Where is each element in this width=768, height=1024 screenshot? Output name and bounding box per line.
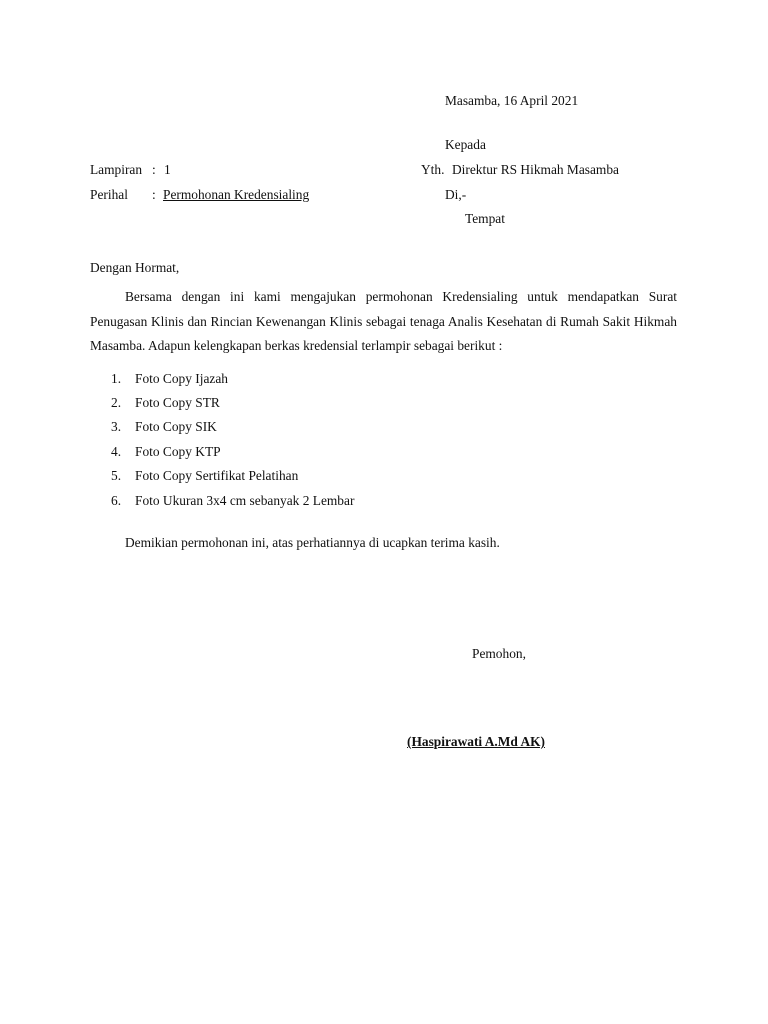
list-item-number: 3.: [111, 419, 122, 434]
lampiran-separator: :: [152, 162, 156, 177]
perihal-value: Permohonan Kredensialing: [163, 187, 310, 202]
list-item-text: Foto Copy KTP: [135, 444, 221, 459]
list-item-number: 2.: [111, 395, 122, 410]
salutation: Dengan Hormat,: [90, 260, 180, 275]
recipient-tempat: Tempat: [465, 211, 505, 226]
perihal-label: Perihal: [90, 187, 128, 202]
list-item-number: 5.: [111, 468, 122, 483]
list-item-text: Foto Copy Sertifikat Pelatihan: [135, 468, 299, 483]
list-item-number: 6.: [111, 493, 122, 508]
recipient-di: Di,-: [445, 187, 467, 202]
recipient-yth-label: Yth.: [421, 162, 445, 177]
list-item-text: Foto Copy SIK: [135, 419, 217, 434]
body-paragraph: [90, 285, 677, 359]
recipient-kepada: Kepada: [445, 137, 486, 152]
lampiran-label: Lampiran: [90, 162, 143, 177]
lampiran-value: 1: [164, 162, 171, 177]
signer-name: (Haspirawati A.Md AK): [407, 734, 545, 749]
list-item-text: Foto Ukuran 3x4 cm sebanyak 2 Lembar: [135, 493, 355, 508]
perihal-separator: :: [152, 187, 156, 202]
list-item-number: 4.: [111, 444, 122, 459]
letter-date: Masamba, 16 April 2021: [445, 93, 579, 108]
recipient-name: Direktur RS Hikmah Masamba: [452, 162, 619, 177]
sign-label: Pemohon,: [472, 646, 526, 661]
body-paragraph-text: Bersama dengan ini kami mengajukan permohonan Kredensialing untuk mendapatkan Surat Penugasan Klinis dan Rincian Kewenangan Klinis sebagai tenaga Analis Kesehatan di Rumah Sakit Hikmah Masamba. Adapun kelengkapan berkas kredensial terlampir sebagai berikut :: [90, 289, 677, 353]
list-item-text: Foto Copy Ijazah: [135, 371, 228, 386]
list-item-number: 1.: [111, 371, 122, 386]
closing-sentence: Demikian permohonan ini, atas perhatiannya di ucapkan terima kasih.: [125, 535, 500, 550]
list-item-text: Foto Copy STR: [135, 395, 220, 410]
